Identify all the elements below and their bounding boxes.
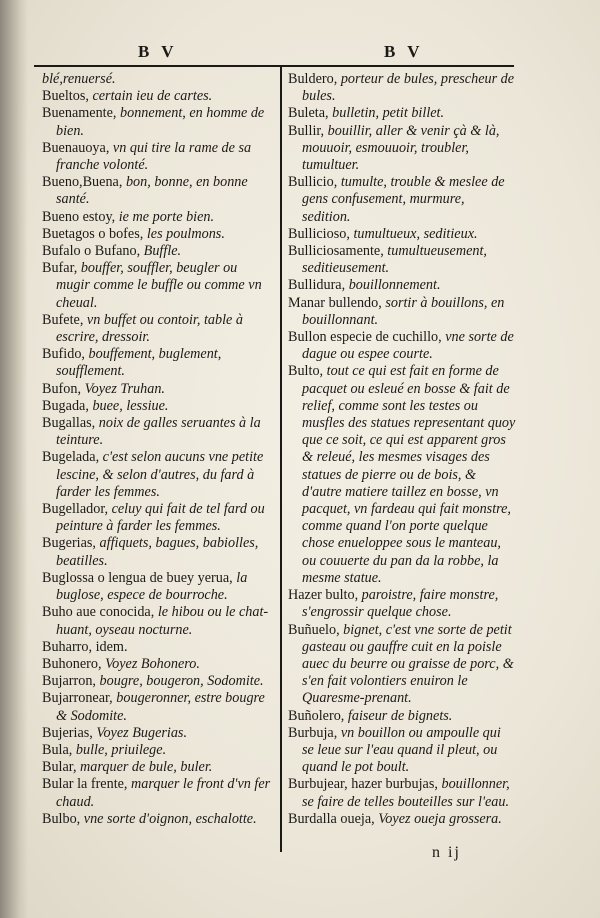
dictionary-entry (288, 226, 516, 243)
right-column (288, 71, 516, 828)
dictionary-entry (42, 501, 274, 535)
entry-headword: Bueltos, (42, 88, 93, 105)
entry-headword: Buldero, (288, 71, 341, 87)
entry-headword: Bufido, (42, 346, 89, 363)
entry-definition: celuy qui fait de tel fard ou peinture à farder les femmes. (56, 501, 265, 535)
dictionary-entry (42, 776, 274, 810)
entry-definition: vne sorte de dague ou espee courte. (302, 329, 514, 363)
entry-headword: Bujerias, (42, 724, 97, 741)
dictionary-entry (42, 346, 274, 380)
entry-headword: Bullir, (288, 122, 328, 139)
dictionary-entry (288, 123, 516, 175)
dictionary-entry (42, 398, 274, 415)
entry-definition: marquer le front d'vn fer chaud. (56, 776, 271, 810)
dictionary-entry (42, 449, 274, 501)
entry-definition: bouffement, buglement, soufflement. (56, 346, 222, 380)
entry-definition: bougeronner, estre bougre & Sodomite. (56, 690, 265, 724)
entry-definition: vne sorte d'oignon, eschalotte. (83, 810, 257, 827)
entry-headword: Bulbo, (42, 810, 84, 827)
entry-definition: bon, bonne, en bonne santé. (56, 174, 248, 208)
entry-headword: Bueno estoy, (42, 208, 119, 225)
dictionary-entry (42, 140, 274, 174)
entry-headword: Buhonero, (42, 655, 106, 672)
dictionary-entry (288, 811, 516, 828)
entry-definition: bonnement, en homme de bien. (56, 105, 265, 139)
entry-headword: Bula, (42, 741, 76, 758)
entry-headword: Burbuja, (288, 724, 341, 741)
entry-headword: Buho aue conocida, (42, 604, 158, 621)
entry-definition: buee, lessiue. (92, 397, 169, 414)
dictionary-entry (288, 105, 516, 122)
dictionary-entry (42, 226, 274, 243)
entry-headword: Bujarronear, (42, 690, 117, 707)
dictionary-entry (42, 71, 274, 88)
left-column (42, 71, 274, 828)
entry-headword: Bugerias, (42, 535, 100, 552)
entry-definition: paroistre, faire monstre, s'engrossir quelque chose. (302, 587, 499, 621)
entry-definition: vn bouillon ou ampoulle qui se leue sur l'eau quand il pleut, ou quand le pot boult. (302, 724, 501, 776)
dictionary-entry (288, 71, 516, 105)
running-head-left: B V (138, 42, 178, 61)
entry-headword: Bujarron, (42, 673, 100, 690)
dictionary-entry (42, 88, 274, 105)
entry-definition: bulle, priuilege. (75, 741, 167, 758)
signature-mark: n ij (432, 844, 461, 861)
dictionary-entry (288, 277, 516, 294)
entry-definition: bouillonner, se faire de telles bouteilles sur l'eau. (302, 776, 510, 810)
entry-headword: Bullon especie de cuchillo, (288, 329, 446, 346)
entry-headword: Buetagos o bofes, (42, 225, 147, 242)
entry-definition: tumulte, trouble & meslee de gens confusement, murmure, sedition. (302, 174, 505, 225)
dictionary-entry (42, 725, 274, 742)
entry-definition: bougre, bougeron, Sodomite. (99, 673, 264, 690)
entry-definition: sortir à bouillons, en bouillonnant. (302, 294, 505, 328)
entry-definition: vn qui tire la rame de sa franche volonté. (56, 139, 252, 174)
entry-headword: Buenamente, (42, 105, 121, 122)
entry-headword: Buñuelo, (288, 621, 344, 638)
entry-definition: vn buffet ou contoir, table à escrire, dressoir. (56, 311, 243, 346)
entry-definition: porteur de bules, prescheur de bules. (302, 71, 515, 105)
dictionary-entry (288, 243, 516, 277)
running-head-right: B V (384, 42, 424, 61)
entry-definition: bignet, c'est vne sorte de petit gasteau ou gauffre cuit en la poisle auec du beurre ou graisse de porc, & s'en fait volontiers enuiron le Quaresme-prenant. (302, 621, 514, 707)
dictionary-entry (288, 725, 516, 777)
entry-definition: ie me porte bien. (118, 208, 215, 225)
entry-headword: Bufar, (42, 260, 81, 277)
entry-definition: Voyez Truhan. (84, 380, 165, 397)
dictionary-entry (42, 312, 274, 346)
entry-headword: Bular la frente, (42, 776, 132, 793)
entry-headword: Buñolero, (288, 707, 348, 724)
header-rule (34, 65, 514, 67)
entry-definition: tout ce qui est fait en forme de pacquet ou esleué en bosse & fait de relief, comme sont les testes ou musfles des statues representant quoy que ce soit, ce qui est apparent gros & releué, les mesmes visages des statues de pierre ou de bois, & d'autre matiere taillez en bosse, vn pacquet, vn fardeau qui fait monstre, comme quand l'on porte quelque chose enueloppee sous le manteau, ou couuerte du pan da la robbe, la mesme statue. (302, 363, 516, 586)
entry-definition: la buglose, espece de bourroche. (56, 569, 248, 604)
entry-headword: Bueno,Buena, (42, 174, 126, 191)
entry-definition: bouillir, aller & venir çà & là, mouuoir, esmouuoir, troubler, tumultuer. (302, 122, 500, 174)
entry-definition: le hibou ou le chat-huant, oyseau nocturne. (56, 604, 269, 638)
dictionary-entry (42, 174, 274, 208)
dictionary-entry (42, 604, 274, 638)
dictionary-entry (288, 708, 516, 725)
entry-definition: marquer de bule, buler. (80, 759, 213, 776)
dictionary-entry (288, 295, 516, 329)
dictionary-entry (42, 243, 274, 260)
entry-definition: c'est selon aucuns vne petite lescine, & selon d'autres, du fard à farder les femmes. (56, 449, 264, 500)
entry-definition: Voyez Bohonero. (105, 655, 200, 672)
dictionary-entry (42, 759, 274, 776)
dictionary-entry (288, 174, 516, 226)
dictionary-entry (42, 570, 274, 604)
entry-definition: certain ieu de cartes. (92, 88, 213, 105)
entry-headword: Bullidura, (288, 277, 349, 294)
entry-definition: blé,renuersé. (42, 71, 116, 87)
entry-headword: Buglossa o lengua de buey yerua, (42, 569, 237, 586)
entry-headword: Bugallas, (42, 415, 99, 432)
dictionary-entry (288, 622, 516, 708)
entry-definition: affiquets, bagues, babiolles, beatilles. (56, 535, 259, 569)
dictionary-entry (42, 742, 274, 759)
entry-headword: Buharro, idem. (42, 638, 128, 655)
entry-headword: Buenauoya, (42, 139, 113, 156)
dictionary-entry (42, 656, 274, 673)
entry-definition: tumultueusement, seditieusement. (302, 243, 487, 277)
entry-headword: Bufon, (42, 380, 85, 397)
binding-shadow (0, 0, 28, 918)
dictionary-entry (42, 811, 274, 828)
entry-definition: bouillonnement. (348, 277, 441, 294)
entry-definition: Buffle. (143, 243, 182, 260)
entry-headword: Bulliciosamente, (288, 243, 388, 260)
entry-headword: Burdalla oueja, (288, 810, 379, 827)
entry-definition: bouffer, souffler, beugler ou mugir comme le buffle ou comme vn cheual. (56, 260, 262, 311)
dictionary-entry (42, 673, 274, 690)
entry-definition: bulletin, petit billet. (332, 105, 445, 122)
entry-definition: Voyez oueja grossera. (378, 810, 502, 827)
dictionary-entry (288, 587, 516, 621)
dictionary-entry (42, 690, 274, 724)
entry-headword: Bullicio, (288, 174, 341, 191)
entry-headword: Bugada, (42, 397, 93, 414)
entry-definition: les poulmons. (146, 225, 225, 242)
dictionary-entry (42, 381, 274, 398)
entry-definition: noix de galles seruantes à la teinture. (56, 415, 261, 449)
column-rule (280, 67, 282, 852)
dictionary-entry (288, 363, 516, 587)
dictionary-entry (42, 639, 274, 656)
dictionary-entry (42, 535, 274, 569)
dictionary-entry (42, 105, 274, 139)
dictionary-entry (42, 415, 274, 449)
dictionary-entry (42, 209, 274, 226)
entry-definition: faiseur de bignets. (347, 707, 453, 724)
entry-headword: Bugelada, (42, 449, 103, 466)
dictionary-entry (288, 776, 516, 810)
entry-definition: Voyez Bugerias. (96, 724, 187, 741)
entry-headword: Bulto, (288, 363, 327, 380)
dictionary-entry (42, 260, 274, 312)
entry-headword: Buleta, (288, 105, 333, 122)
dictionary-entry (288, 329, 516, 363)
entry-headword: Bufalo o Bufano, (42, 243, 144, 260)
entry-headword: Manar bullendo, (288, 294, 386, 311)
entry-headword: Bugellador, (42, 501, 112, 518)
entry-headword: Burbujear, hazer burbujas, (288, 776, 442, 793)
entry-headword: Bufete, (42, 311, 87, 328)
entry-headword: Bullicioso, (288, 225, 354, 242)
entry-headword: Bular, (42, 759, 81, 776)
entry-definition: tumultueux, seditieux. (353, 225, 478, 242)
entry-headword: Hazer bulto, (288, 587, 362, 604)
